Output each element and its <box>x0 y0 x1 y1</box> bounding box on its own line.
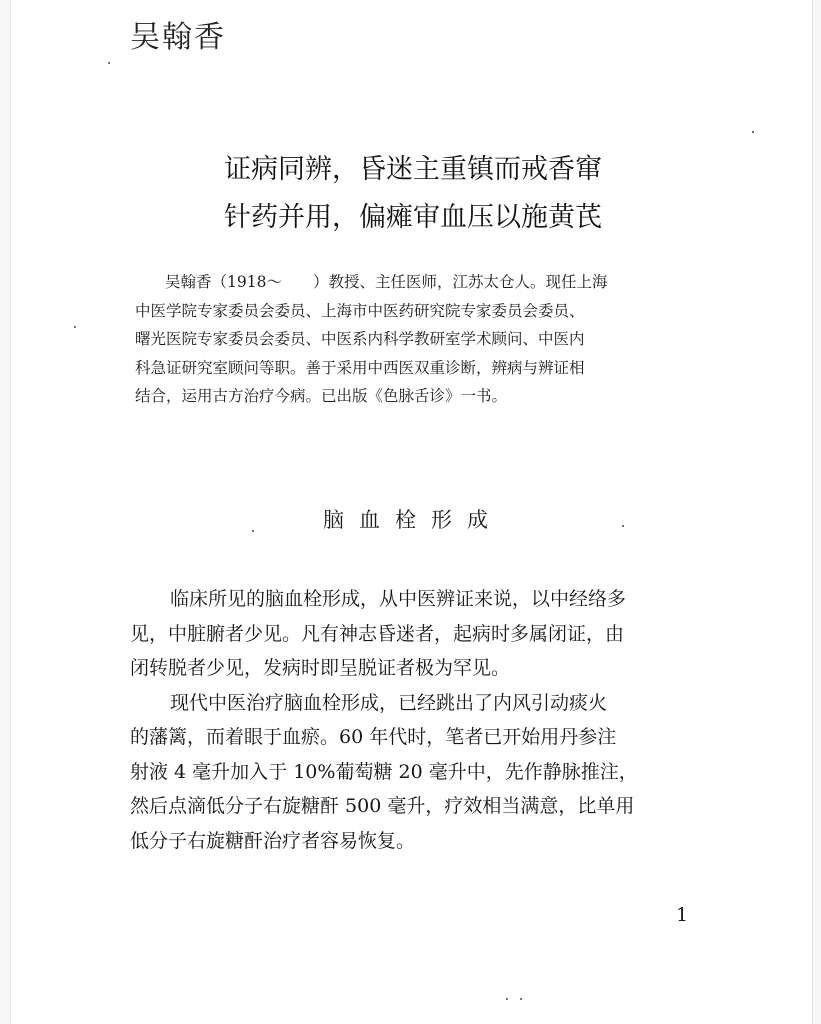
scan-speck <box>74 326 76 328</box>
author-bio <box>135 268 720 411</box>
body-line: 射液 4 毫升加入于 10%葡萄糖 20 毫升中，先作静脉推注， <box>130 760 638 783</box>
body-text <box>130 582 730 858</box>
article-title <box>224 146 664 242</box>
body-line: 现代中医治疗脑血栓形成，已经跳出了内风引动痰火 <box>170 691 608 714</box>
page-number: 1 <box>676 904 689 926</box>
title-line-1: 证病同辨，昏迷主重镇而戒香窜 <box>224 154 602 185</box>
bio-line: 吴翰香（1918～ ）教授、主任医师，江苏太仓人。现任上海 <box>165 273 608 291</box>
body-line: 低分子右旋糖酐治疗者容易恢复。 <box>130 829 416 852</box>
scan-speck <box>252 530 254 532</box>
bio-line: 结合，运用古方治疗今病。已出版《色脉舌诊》一书。 <box>135 387 508 405</box>
section-heading: 脑血栓形成 <box>323 508 503 532</box>
body-line: 临床所见的脑血栓形成，从中医辨证来说，以中经络多 <box>170 588 627 610</box>
scan-speck <box>520 998 522 1000</box>
body-line: 然后点滴低分子右旋糖酐 500 毫升，疗效相当满意，比单用 <box>130 795 635 817</box>
body-line: 闭转脱者少见，发病时即呈脱证者极为罕见。 <box>130 657 511 679</box>
body-line: 见，中脏腑者少见。凡有神志昏迷者，起病时多属闭证，由 <box>130 622 625 645</box>
bio-line: 科急证研究室顾问等职。善于采用中西医双重诊断，辨病与辨证相 <box>135 358 585 377</box>
title-line-2: 针药并用，偏瘫审血压以施黄芪 <box>224 202 602 233</box>
scan-speck <box>506 998 508 1000</box>
running-header-author: 吴翰香 <box>130 20 226 55</box>
scan-speck <box>752 131 754 133</box>
bio-line: 中医学院专家委员会委员、上海市中医药研究院专家委员会委员、 <box>135 301 585 320</box>
scan-speck <box>622 525 624 527</box>
scan-speck <box>108 62 110 64</box>
body-line: 的藩篱，而着眼于血瘀。60 年代时，笔者已开始用丹参注 <box>130 726 617 748</box>
bio-line: 曙光医院专家委员会委员、中医系内科学教研室学术顾问、中医内 <box>135 330 585 348</box>
